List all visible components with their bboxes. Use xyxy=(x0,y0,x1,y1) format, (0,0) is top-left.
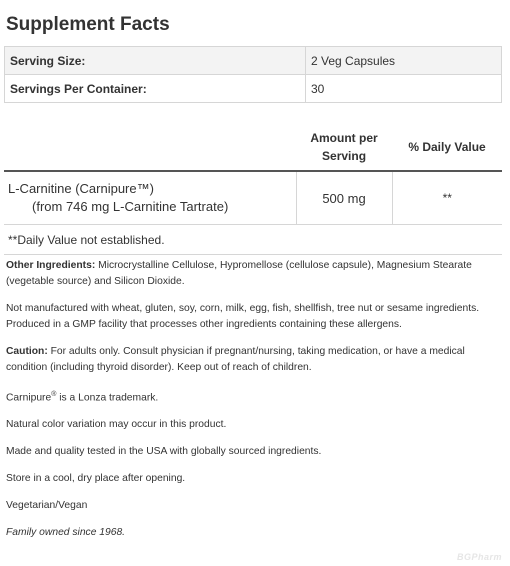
other-ingredients xyxy=(6,258,500,290)
label-notes xyxy=(6,258,500,541)
ingredient-row xyxy=(4,171,502,225)
watermark: BGPharm xyxy=(456,552,502,562)
made-in-usa-note: Made and quality tested in the USA with globally sourced ingredients. xyxy=(6,446,322,458)
ingredient-name: L-Carnitine (Carnipure™) xyxy=(8,181,154,196)
diet-note: Vegetarian/Vegan xyxy=(6,500,88,512)
other-ingredients-text: Microcrystalline Cellulose, Hypromellose (cellulose capsule), Magnesium Stearate (vegetable source) and Silicon Dioxide. xyxy=(6,260,472,287)
header-amount xyxy=(296,123,392,171)
storage-note: Store in a cool, dry place after opening. xyxy=(6,473,186,485)
servings-per-container-label: Servings Per Container: xyxy=(5,75,306,103)
header-blank xyxy=(4,123,296,171)
serving-size-value: 2 Veg Capsules xyxy=(306,47,502,75)
serving-table xyxy=(4,46,502,103)
color-variation-note: Natural color variation may occur in this product. xyxy=(6,419,227,431)
footnote-row xyxy=(4,225,502,255)
trademark-statement xyxy=(6,387,500,406)
caution-text: For adults only. Consult physician if pregnant/nursing, taking medication, or have a medical condition (including thyroid disorder). Keep out of reach of children. xyxy=(6,346,465,373)
caution-statement xyxy=(6,344,500,376)
allergen-statement: Not manufactured with wheat, gluten, soy, corn, milk, egg, fish, shellfish, tree nut or sesame ingredients. Produced in a GMP facility that processes other ingredients containing these allergens. xyxy=(6,303,480,330)
caution-label: Caution: xyxy=(6,346,48,357)
servings-per-container-value: 30 xyxy=(306,75,502,103)
header-amount-line2: Serving xyxy=(322,148,367,163)
trademark-brand: Carnipure xyxy=(6,392,52,404)
header-amount-line1: Amount per xyxy=(310,130,378,145)
servings-per-container-row xyxy=(5,75,502,103)
family-owned-note: Family owned since 1968. xyxy=(6,527,126,539)
ingredient-name-cell xyxy=(4,171,296,225)
page-title: Supplement Facts xyxy=(6,14,170,35)
ingredient-source: (from 746 mg L-Carnitine Tartrate) xyxy=(32,199,229,214)
other-ingredients-label: Other Ingredients: xyxy=(6,260,96,271)
serving-size-label: Serving Size: xyxy=(5,47,306,75)
ingredient-daily-value: ** xyxy=(392,171,502,225)
registered-mark: ® xyxy=(51,391,57,398)
trademark-text: is a Lonza trademark. xyxy=(56,392,159,404)
serving-size-row xyxy=(5,47,502,75)
footnote: **Daily Value not established. xyxy=(4,225,502,255)
facts-table xyxy=(4,123,502,255)
facts-header-row xyxy=(4,123,502,171)
ingredient-amount: 500 mg xyxy=(296,171,392,225)
header-daily-value: % Daily Value xyxy=(392,123,502,171)
